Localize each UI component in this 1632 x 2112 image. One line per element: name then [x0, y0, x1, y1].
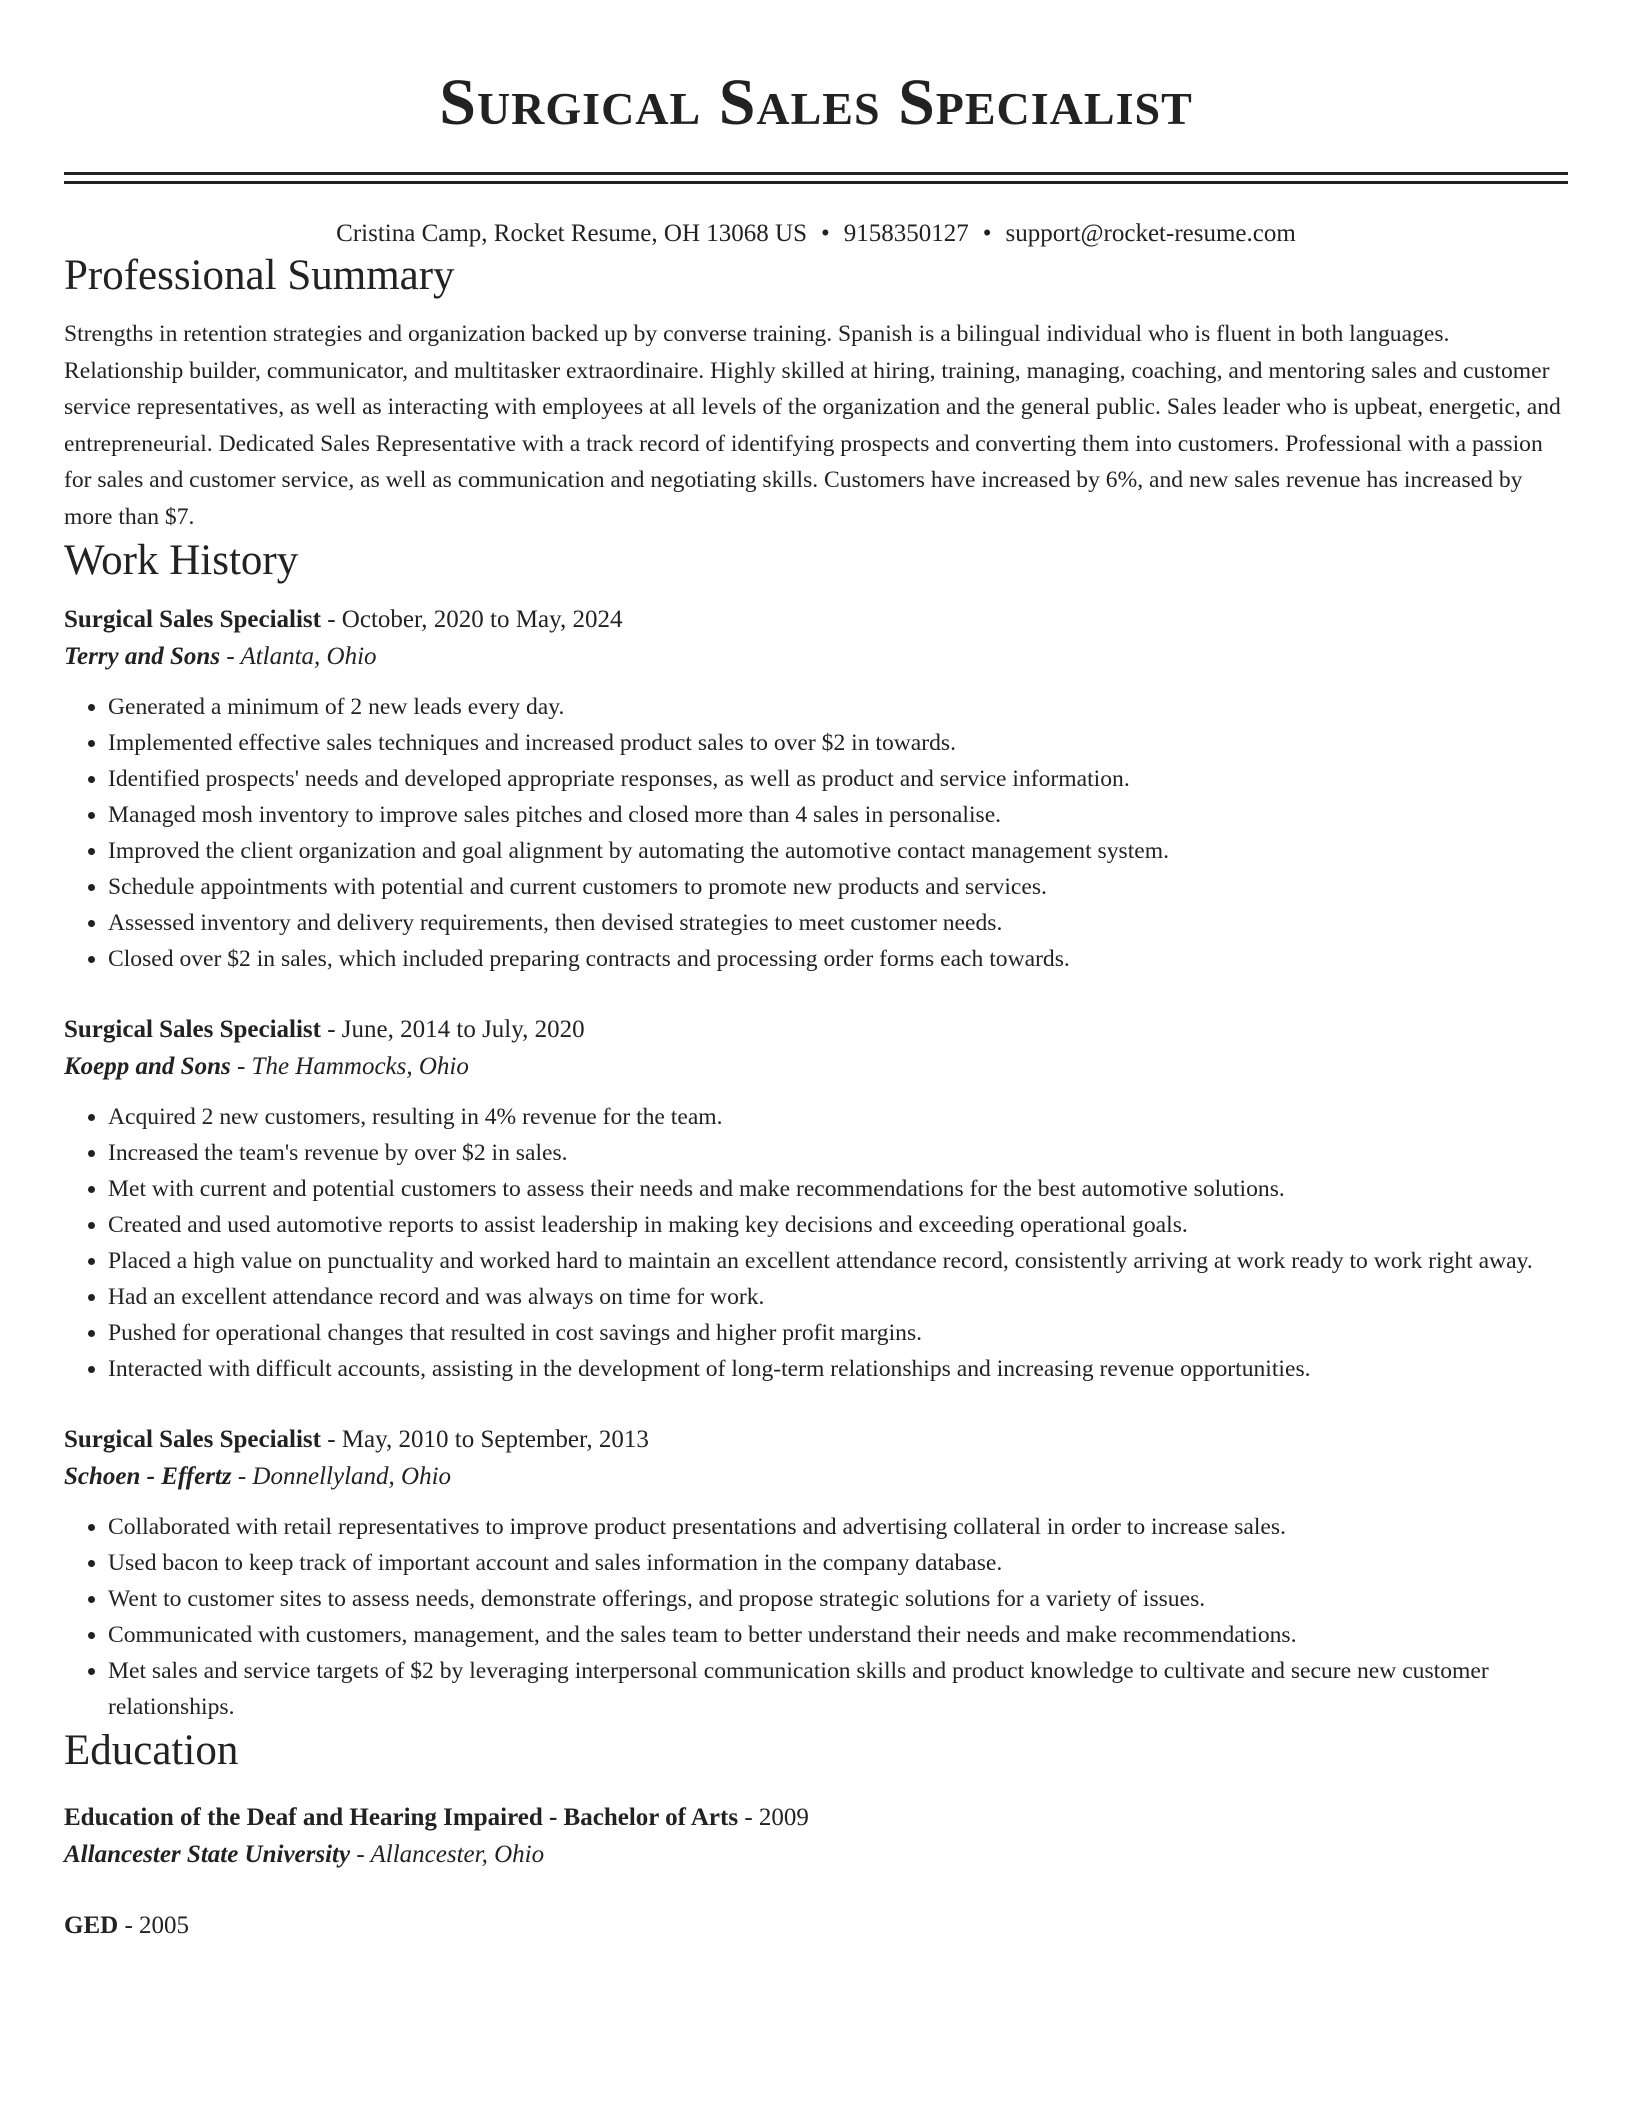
list-item: • Met with current and potential customers to assess their needs and make recommendations for the best automotive solutions.	[108, 1171, 1568, 1207]
job-dates: - June, 2014 to July, 2020	[320, 1016, 585, 1043]
list-item: • Interacted with difficult accounts, assisting in the development of long-term relationships and increasing revenue opportunities.	[108, 1351, 1568, 1387]
job-dates: - October, 2020 to May, 2024	[320, 606, 623, 633]
degree-name: Education of the Deaf and Hearing Impaired - Bachelor of Arts	[64, 1804, 739, 1831]
work-history-heading: Work History	[64, 537, 299, 584]
school-line	[64, 1836, 1568, 1873]
contact-address: Cristina Camp, Rocket Resume, OH 13068 US	[336, 220, 807, 247]
company-location: - The Hammocks, Ohio	[230, 1053, 469, 1080]
job-entry	[64, 601, 1568, 977]
degree-year: - 2005	[118, 1912, 190, 1939]
job-bullets	[64, 1509, 1568, 1725]
list-item: • Implemented effective sales techniques and increased product sales to over $2 in towards.	[108, 725, 1568, 761]
list-item: • Schedule appointments with potential and current customers to promote new products and services.	[108, 869, 1568, 905]
company-line	[64, 638, 1568, 675]
list-item: • Created and used automotive reports to assist leadership in making key decisions and exceeding operational goals.	[108, 1207, 1568, 1243]
job-title-line	[64, 1011, 1568, 1048]
job-title: Surgical Sales Specialist	[64, 606, 321, 633]
school-name: Allancester State University	[64, 1841, 351, 1868]
degree-name: GED	[64, 1912, 119, 1939]
summary-text: Strengths in retention strategies and organization backed up by converse training. Spanish is a bilingual individual who is fluent in both languages. Relationship builder, communicator, and multitasker extraordinaire. Highly skilled at hiring, training, managing, coaching, and mentoring sales and customer service representatives, as well as interacting with employees at all levels of the organization and the general public. Sales leader who is upbeat, energetic, and entrepreneurial. Dedicated Sales Representative with a track record of identifying prospects and converting them into customers. Professional with a passion for sales and customer service, as well as communication and negotiating skills. Customers have increased by 6%, and new sales revenue has increased by more than $7.	[64, 321, 1561, 530]
list-item: • Pushed for operational changes that resulted in cost savings and higher profit margins.	[108, 1315, 1568, 1351]
list-item: • Closed over $2 in sales, which included preparing contracts and processing order forms each towards.	[108, 941, 1568, 977]
job-title: Surgical Sales Specialist	[64, 1426, 321, 1453]
list-item: • Acquired 2 new customers, resulting in 4% revenue for the team.	[108, 1099, 1568, 1135]
title-double-rule	[64, 172, 1568, 184]
company-name: Koepp and Sons	[64, 1053, 231, 1080]
contact-separator: •	[982, 220, 992, 247]
list-item: • Identified prospects' needs and developed appropriate responses, as well as product and service information.	[108, 761, 1568, 797]
job-title-line	[64, 1421, 1568, 1458]
list-item: • Used bacon to keep track of important account and sales information in the company database.	[108, 1545, 1568, 1581]
list-item: • Generated a minimum of 2 new leads every day.	[108, 689, 1568, 725]
job-entry	[64, 1011, 1568, 1387]
contact-phone: 9158350127	[843, 220, 969, 247]
education-entry	[64, 1907, 1568, 1944]
company-name: Schoen - Effertz	[64, 1463, 232, 1490]
education-heading: Education	[64, 1727, 239, 1774]
job-title: Surgical Sales Specialist	[64, 1016, 321, 1043]
job-entry	[64, 1421, 1568, 1725]
degree-year: - 2009	[738, 1804, 809, 1831]
contact-email: support@rocket-resume.com	[1005, 220, 1296, 247]
list-item: • Assessed inventory and delivery requirements, then devised strategies to meet customer needs.	[108, 905, 1568, 941]
resume-title: Surgical Sales Specialist	[439, 66, 1193, 139]
school-location: - Allancester, Ohio	[350, 1841, 545, 1868]
contact-separator: •	[820, 220, 830, 247]
list-item: • Placed a high value on punctuality and worked hard to maintain an excellent attendance record, consistently arriving at work ready to work right away.	[108, 1243, 1568, 1279]
list-item: • Communicated with customers, management, and the sales team to better understand their needs and make recommendations.	[108, 1617, 1568, 1653]
company-location: - Atlanta, Ohio	[220, 643, 377, 670]
list-item: • Improved the client organization and goal alignment by automating the automotive contact management system.	[108, 833, 1568, 869]
job-bullets	[64, 689, 1568, 977]
summary-heading: Professional Summary	[64, 252, 455, 299]
list-item: • Met sales and service targets of $2 by leveraging interpersonal communication skills and product knowledge to cultivate and secure new customer relationships.	[108, 1653, 1568, 1725]
degree-line	[64, 1799, 1568, 1836]
list-item: • Managed mosh inventory to improve sales pitches and closed more than 4 sales in personalise.	[108, 797, 1568, 833]
company-location: - Donnellyland, Ohio	[231, 1463, 452, 1490]
contact-line	[64, 218, 1568, 250]
education-entry	[64, 1799, 1568, 1873]
job-dates: - May, 2010 to September, 2013	[320, 1426, 649, 1453]
job-bullets	[64, 1099, 1568, 1387]
list-item: • Went to customer sites to assess needs, demonstrate offerings, and propose strategic solutions for a variety of issues.	[108, 1581, 1568, 1617]
list-item: • Collaborated with retail representatives to improve product presentations and advertising collateral in order to increase sales.	[108, 1509, 1568, 1545]
degree-line	[64, 1907, 1568, 1944]
company-line	[64, 1048, 1568, 1085]
list-item: • Had an excellent attendance record and was always on time for work.	[108, 1279, 1568, 1315]
job-title-line	[64, 601, 1568, 638]
company-name: Terry and Sons	[64, 643, 221, 670]
list-item: • Increased the team's revenue by over $2 in sales.	[108, 1135, 1568, 1171]
company-line	[64, 1458, 1568, 1495]
